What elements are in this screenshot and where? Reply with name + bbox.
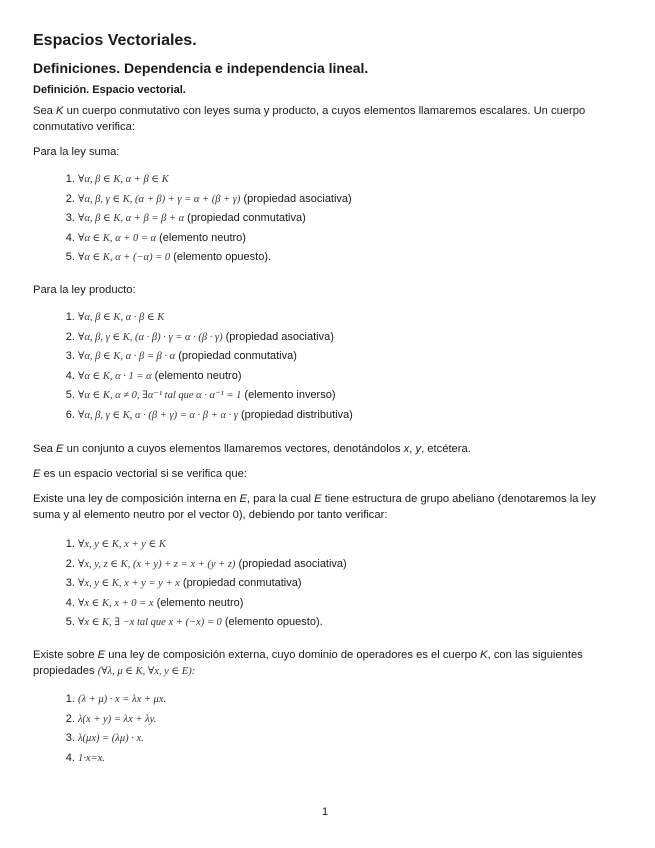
sea-e-x: x [403, 443, 410, 455]
list-item [78, 170, 352, 190]
list-item [78, 248, 352, 268]
list-item [78, 367, 353, 387]
property-label: (elemento neutro) [159, 231, 246, 244]
formula: ∀x, y, z ∈ K, (x + y) + z = x + (y + z) [78, 558, 236, 570]
formula: ∀x, y ∈ K, x + y = y + x [78, 578, 180, 589]
vectors-paragraph [33, 442, 471, 456]
property-label: (elemento neutro) [156, 596, 244, 609]
property-label: (elemento opuesto). [224, 616, 323, 628]
property-label: (elemento inverso) [244, 389, 336, 401]
formula: ∀α, β ∈ K, α · β ∈ K [78, 312, 165, 323]
suma-list [60, 170, 352, 268]
interna-e1: E [239, 493, 247, 505]
definition-heading: Definición. Espacio vectorial. [33, 84, 186, 96]
formula: ∀α, β ∈ K, α · β = β · α [78, 351, 176, 362]
sea-e-text-b: un conjunto a cuyos elementos llamaremos vectores, denotándolos [66, 443, 401, 455]
formula: ∀α ∈ K, α ≠ 0, ∃α⁻¹ tal que α · α⁻¹ = 1 [78, 390, 242, 401]
interna-e2: E [314, 493, 322, 505]
formula: ∀α, β ∈ K, α + β = β + α [78, 213, 185, 224]
list-item [78, 749, 166, 769]
property-label: (propiedad distributiva) [240, 408, 353, 421]
formula: ∀α, β, γ ∈ K, (α · β) · γ = α · (β · γ) [78, 331, 223, 343]
sea-e-comma: , [409, 443, 413, 455]
list-item [78, 190, 352, 210]
vector-space-paragraph [33, 467, 247, 481]
property-label: (propiedad conmutativa) [187, 212, 306, 224]
property-label: (propiedad asociativa) [225, 330, 334, 343]
interna-text-c: tiene estructura de grupo abeliano (denotaremos la ley suma y al elemento neutro por el vector 0), debiendo por tanto verificar: [33, 493, 596, 521]
formula: (λ + μ) · x = λx + μx. [78, 694, 167, 705]
formula: λ(x + y) = λx + λy. [78, 713, 157, 725]
formula: ∀α, β, γ ∈ K, (α + β) + γ = α + (β + γ) [78, 193, 241, 205]
e-es-e: E [33, 468, 41, 480]
list-item [78, 613, 347, 633]
property-label: (propiedad conmutativa) [178, 350, 297, 362]
e-es-text: es un espacio vectorial si se verifica que: [43, 468, 247, 480]
intro-text-a: Sea [33, 105, 53, 117]
formula: ∀α ∈ K, α + 0 = α [78, 232, 157, 244]
sea-e-y: y [415, 443, 422, 455]
suma-heading: Para la ley suma: [33, 146, 120, 158]
list-item [78, 594, 347, 614]
formula: ∀x, y ∈ K, x + y ∈ K [78, 539, 166, 550]
formula: ∀x ∈ K, ∃ −x tal que x + (−x) = 0 [78, 617, 222, 628]
formula: ∀α ∈ K, α · 1 = α [78, 370, 152, 382]
sea-e-text-a: Sea [33, 443, 53, 455]
page-number: 1 [322, 806, 329, 818]
list-item [78, 729, 166, 749]
property-label: (elemento neutro) [154, 369, 242, 382]
external-law-paragraph [33, 647, 623, 680]
externa-k: K [480, 649, 488, 661]
section-subtitle: Definiciones. Dependencia e independencia lineal. [33, 60, 369, 76]
formula: ∀α, β ∈ K, α + β ∈ K [78, 174, 169, 185]
list-item [78, 229, 352, 249]
list-item [78, 555, 347, 575]
interna-text-b: , para la cual [246, 493, 311, 505]
list-item [78, 347, 353, 367]
intro-paragraph [33, 103, 623, 135]
list-item [78, 386, 353, 406]
property-label: (propiedad asociativa) [238, 557, 347, 570]
interna-list [60, 535, 347, 633]
externa-text-c: , con las siguientes propiedades [33, 649, 583, 677]
formula: ∀α, β, γ ∈ K, α · (β + γ) = α · β + α · γ [78, 409, 238, 421]
internal-law-paragraph [33, 491, 623, 523]
formula: ∀α ∈ K, α + (−α) = 0 [78, 252, 171, 263]
property-label: (propiedad asociativa) [243, 192, 352, 205]
sea-e-e: E [56, 443, 64, 455]
property-label: (elemento opuesto). [173, 251, 272, 263]
producto-heading: Para la ley producto: [33, 284, 136, 296]
document-title: Espacios Vectoriales. [33, 32, 197, 49]
externa-text-a: Existe sobre [33, 649, 95, 661]
sea-e-text-c: , etcétera. [421, 443, 471, 455]
list-item [78, 209, 352, 229]
list-item [78, 710, 166, 730]
producto-list [60, 308, 353, 425]
externa-list [60, 690, 166, 768]
list-item [78, 574, 347, 594]
interna-text-a: Existe una ley de composición interna en [33, 493, 237, 505]
list-item [78, 308, 353, 328]
formula: λ(μx) = (λμ) · x. [78, 733, 144, 744]
list-item [78, 535, 347, 555]
formula: 1·x=x. [78, 752, 105, 764]
formula: ∀x ∈ K, x + 0 = x [78, 597, 154, 609]
list-item [78, 328, 353, 348]
list-item [78, 406, 353, 426]
externa-quantifier: (∀λ, μ ∈ K, ∀x, y ∈ E): [97, 666, 196, 677]
list-item [78, 690, 166, 710]
externa-e: E [97, 649, 106, 661]
externa-text-b: una ley de composición externa, cuyo dominio de operadores es el cuerpo [108, 649, 478, 661]
intro-text-b: un cuerpo conmutativo con leyes suma y producto, a cuyos elementos llamaremos escalares. Un cuerpo conmutativo verifica: [33, 105, 586, 133]
property-label: (propiedad conmutativa) [182, 577, 302, 589]
intro-k: K [56, 105, 64, 117]
